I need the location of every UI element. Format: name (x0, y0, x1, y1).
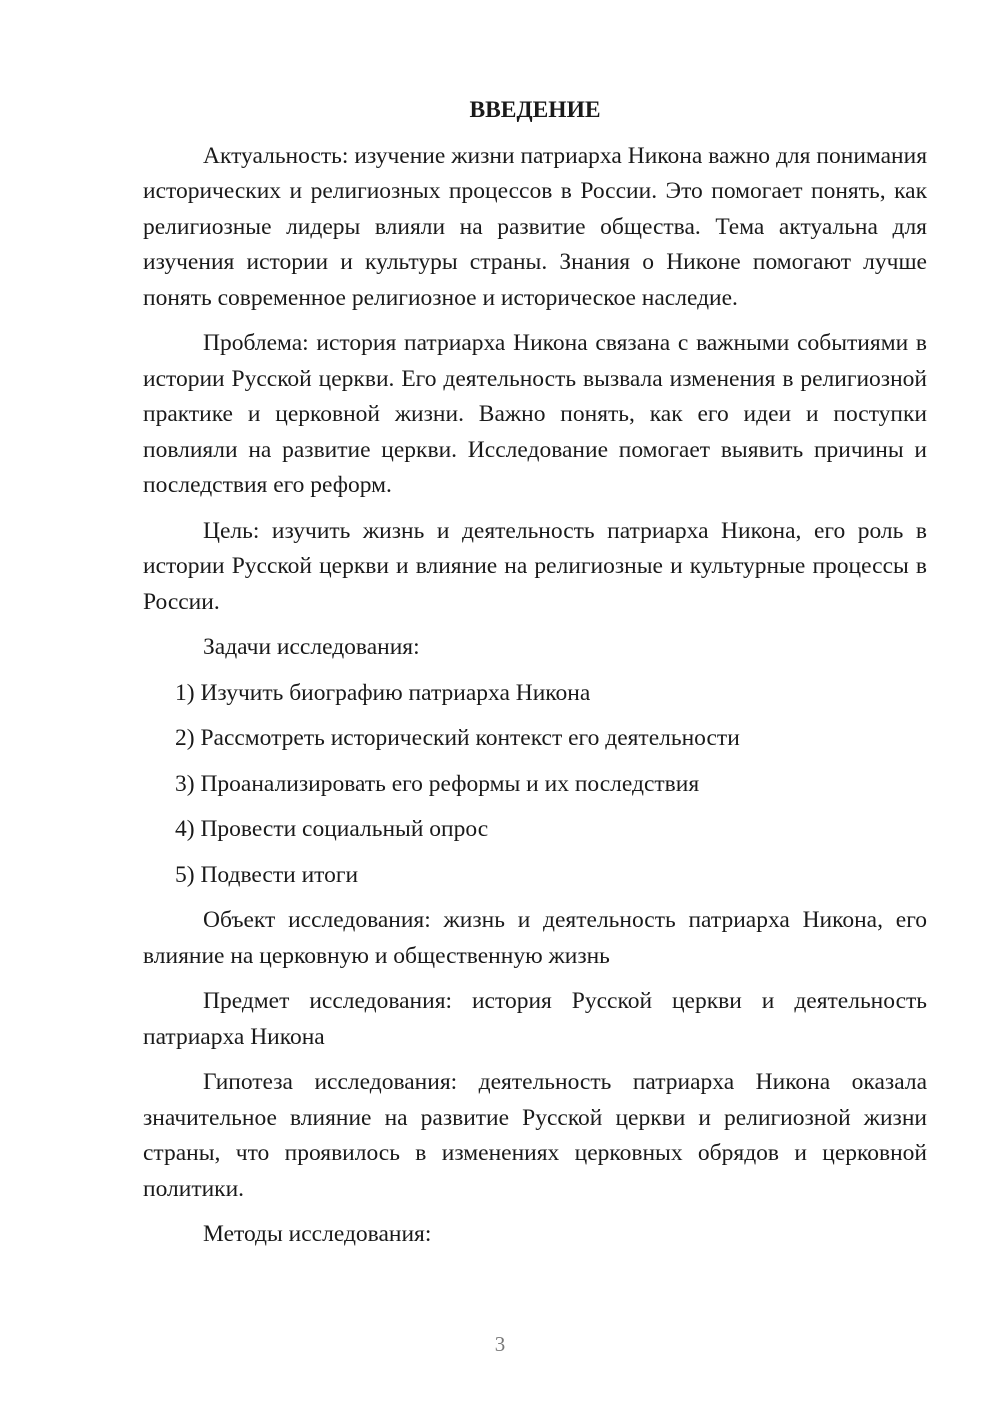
list-item: 5) Подвести итоги (175, 861, 359, 888)
list-item: 3) Проанализировать его реформы и их последствия (175, 770, 700, 797)
hypothesis-paragraph: Гипотеза исследования: деятельность патриарха Никона оказала значительное влияние на развитие Русской церкви и религиозной жизни страны, что проявилось в изменениях церковных обрядов и церковной политики. (143, 1069, 927, 1202)
goal-paragraph: Цель: изучить жизнь и деятельность патриарха Никона, его роль в истории Русской церкви и влияние на религиозные и культурные процессы в России. (143, 517, 927, 615)
object-paragraph: Объект исследования: жизнь и деятельность патриарха Никона, его влияние на церковную и общественную жизнь (143, 907, 927, 969)
relevance-paragraph: Актуальность: изучение жизни патриарха Никона важно для понимания исторических и религиозных процессов в России. Это помогает понять, как религиозные лидеры влияли на развитие общества. Тема актуальна для изучения истории и культуры страны. Знания о Никоне помогают лучше понять современное религиозное и историческое наследие. (143, 142, 927, 311)
tasks-heading: Задачи исследования: (203, 634, 420, 660)
problem-paragraph: Проблема: история патриарха Никона связана с важными событиями в истории Русской церкви. Его деятельность вызвала изменения в религиозной практике и церковной жизни. Важно понять, как его идеи и поступки повлияли на развитие церкви. Исследование помогает выявить причины и последствия его реформ. (143, 330, 927, 498)
page-number: 3 (494, 1332, 506, 1356)
tasks-list (143, 676, 927, 894)
list-item: 1) Изучить биографию патриарха Никона (175, 679, 591, 706)
subject-paragraph: Предмет исследования: история Русской церкви и деятельность патриарха Никона (143, 988, 927, 1050)
page-title: ВВЕДЕНИЕ (469, 97, 601, 123)
list-item: 4) Провести социальный опрос (175, 816, 489, 842)
methods-heading: Методы исследования: (203, 1221, 432, 1247)
list-item: 2) Рассмотреть исторический контекст его деятельности (175, 725, 740, 751)
page-content (143, 93, 927, 1263)
